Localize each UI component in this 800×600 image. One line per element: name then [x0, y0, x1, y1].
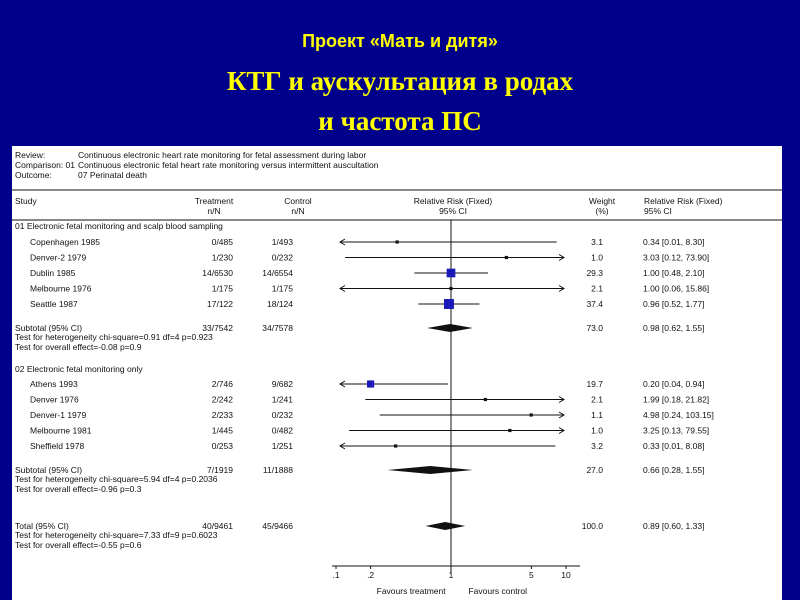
- summary-control: 45/9466: [262, 521, 293, 531]
- study-treatment: 14/6530: [202, 268, 233, 278]
- point-estimate: [394, 444, 397, 447]
- study-weight: 1.1: [591, 410, 603, 420]
- study-ci-text: 1.99 [0.18, 21.82]: [643, 394, 710, 405]
- x-axis-tick-label: 5: [529, 570, 534, 580]
- x-axis-tick-label: .2: [367, 570, 375, 580]
- study-control: 1/175: [271, 283, 293, 294]
- study-ci-text: 0.96 [0.52, 1.77]: [643, 299, 705, 309]
- summary-label: Subtotal (95% CI): [15, 465, 83, 475]
- summary-control: 34/7578: [262, 323, 293, 333]
- summary-ci-text: 0.89 [0.60, 1.33]: [643, 521, 705, 531]
- total-heterogeneity-text: Test for heterogeneity chi-square=7.33 df=9 p=0.6023: [15, 530, 218, 540]
- heterogeneity-text: Test for heterogeneity chi-square=0.91 df=4 p=0.923: [15, 332, 213, 342]
- slide-title-line-1: КТГ и аускультация в родах: [226, 66, 574, 96]
- col-weight-sub: (%): [595, 206, 609, 216]
- forest-plot-panel: [12, 146, 782, 600]
- group-title: 01 Electronic fetal monitoring and scalp blood sampling: [15, 221, 223, 231]
- study-treatment: 1/445: [211, 425, 233, 436]
- study-weight: 29.3: [586, 268, 603, 278]
- point-estimate: [444, 299, 454, 309]
- study-treatment: 0/485: [211, 237, 233, 247]
- col-weight-header: Weight: [588, 196, 616, 206]
- summary-ci-text: 0.98 [0.62, 1.55]: [643, 323, 705, 333]
- summary-treatment: 7/1919: [207, 465, 233, 475]
- study-control: 0/482: [271, 425, 293, 436]
- study-weight: 1.0: [591, 425, 603, 436]
- x-axis-tick-label: 1: [448, 570, 454, 580]
- study-treatment: 0/253: [211, 441, 233, 451]
- study-control: 18/124: [267, 299, 293, 309]
- heterogeneity-text: Test for heterogeneity chi-square=5.94 df=4 p=0.2036: [15, 474, 218, 484]
- study-ci-text: 3.03 [0.12, 73.90]: [643, 252, 710, 263]
- summary-diamond: [425, 522, 465, 530]
- study-name: Melbourne 1976: [30, 283, 92, 294]
- x-axis-tick-label: .1: [332, 570, 340, 580]
- summary-label: Subtotal (95% CI): [15, 323, 83, 333]
- study-weight: 2.1: [591, 283, 603, 294]
- group-title: 02 Electronic fetal monitoring only: [15, 364, 143, 374]
- study-treatment: 2/233: [211, 410, 233, 420]
- study-control: 1/241: [271, 394, 293, 405]
- study-weight: 3.1: [591, 237, 603, 247]
- study-treatment: 17/122: [207, 299, 233, 309]
- study-weight: 1.0: [591, 252, 603, 263]
- point-estimate: [505, 256, 508, 259]
- summary-weight: 100.0: [581, 521, 603, 531]
- study-ci-text: 0.34 [0.01, 8.30]: [643, 237, 705, 247]
- study-control: 1/251: [271, 441, 293, 451]
- study-name: Sheffield 1978: [30, 441, 85, 451]
- summary-weight: 73.0: [586, 323, 603, 333]
- study-ci-text: 1.00 [0.48, 2.10]: [643, 268, 705, 278]
- summary-treatment: 33/7542: [202, 323, 233, 333]
- study-name: Athens 1993: [30, 379, 78, 389]
- review-info-value: Continuous electronic fetal heart rate monitoring versus intermittent auscultation: [78, 160, 379, 170]
- study-name: Denver 1976: [30, 394, 79, 405]
- study-weight: 37.4: [586, 299, 603, 309]
- study-treatment: 1/230: [211, 252, 233, 263]
- point-estimate: [508, 429, 511, 432]
- study-weight: 3.2: [591, 441, 603, 451]
- study-control: 9/682: [271, 379, 293, 389]
- study-ci-text: 4.98 [0.24, 103.15]: [643, 410, 714, 420]
- study-name: Denver-1 1979: [30, 410, 87, 420]
- study-treatment: 2/746: [211, 379, 233, 389]
- point-estimate: [449, 287, 452, 290]
- study-treatment: 2/242: [211, 394, 233, 405]
- point-estimate: [530, 413, 533, 416]
- col-rr-sub: 95% CI: [439, 206, 467, 216]
- x-axis-tick-label: 10: [561, 570, 571, 580]
- slide-title-line-2: и частота ПС: [318, 106, 482, 136]
- col-control-header: Control: [284, 196, 312, 206]
- review-info-value: Continuous electronic heart rate monitoring for fetal assessment during labor: [78, 150, 367, 160]
- study-name: Melbourne 1981: [30, 425, 92, 436]
- col-treatment-sub: n/N: [207, 206, 221, 216]
- point-estimate: [367, 380, 374, 387]
- summary-control: 11/1888: [262, 465, 293, 475]
- study-control: 1/493: [271, 237, 293, 247]
- forest-plot: [12, 146, 782, 600]
- col-control-sub: n/N: [291, 206, 305, 216]
- study-ci-text: 1.00 [0.06, 15.86]: [643, 283, 710, 294]
- summary-diamond: [387, 466, 472, 474]
- study-ci-text: 3.25 [0.13, 79.55]: [643, 425, 710, 436]
- review-info-label: Review:: [15, 150, 46, 160]
- review-info-label: Outcome:: [15, 170, 52, 180]
- study-ci-text: 0.33 [0.01, 8.08]: [643, 441, 705, 451]
- summary-weight: 27.0: [586, 465, 603, 475]
- study-ci-text: 0.20 [0.04, 0.94]: [643, 379, 705, 389]
- point-estimate: [447, 269, 456, 278]
- study-name: Copenhagen 1985: [30, 237, 100, 247]
- project-title: Проект «Мать и дитя»: [302, 31, 498, 51]
- study-name: Denver-2 1979: [30, 252, 87, 263]
- study-name: Dublin 1985: [30, 268, 76, 278]
- review-info-label: Comparison: 01: [15, 160, 76, 170]
- overall-effect-text: Test for overall effect=-0.08 p=0.9: [15, 342, 142, 352]
- col-rr-header: Relative Risk (Fixed): [413, 196, 493, 206]
- study-weight: 2.1: [591, 394, 603, 405]
- col-rr2-sub: 95% CI: [644, 206, 672, 216]
- review-info-value: 07 Perinatal death: [78, 170, 147, 180]
- summary-treatment: 40/9461: [202, 521, 233, 531]
- favours-treatment-label: Favours treatment: [376, 586, 446, 596]
- point-estimate: [484, 398, 487, 401]
- summary-diamond: [427, 324, 473, 332]
- summary-ci-text: 0.66 [0.28, 1.55]: [643, 465, 705, 475]
- study-control: 14/6554: [262, 268, 293, 278]
- col-treatment-header: Treatment: [194, 196, 234, 206]
- study-control: 0/232: [271, 410, 293, 420]
- study-treatment: 1/175: [211, 283, 233, 294]
- study-name: Seattle 1987: [30, 299, 78, 309]
- total-overall-effect-text: Test for overall effect=-0.55 p=0.6: [15, 540, 142, 550]
- favours-control-label: Favours control: [468, 586, 528, 596]
- summary-label: Total (95% CI): [15, 521, 69, 531]
- study-control: 0/232: [271, 252, 293, 263]
- study-weight: 19.7: [586, 379, 603, 389]
- overall-effect-text: Test for overall effect=-0.96 p=0.3: [15, 484, 142, 494]
- col-rr2-header: Relative Risk (Fixed): [644, 196, 723, 206]
- point-estimate: [396, 240, 399, 243]
- col-study-header: Study: [15, 196, 37, 206]
